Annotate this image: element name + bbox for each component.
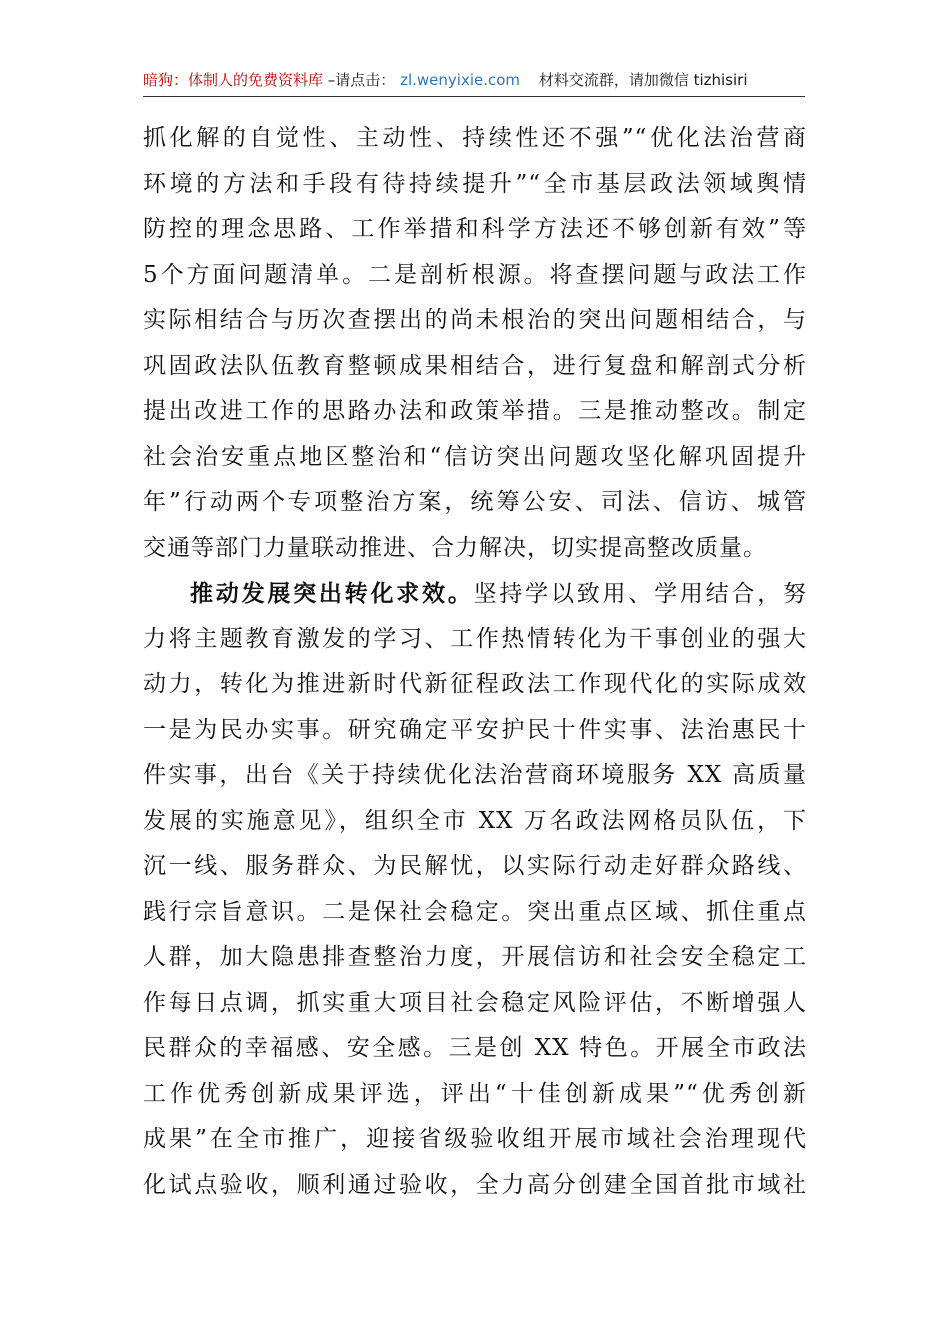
document-body xyxy=(143,116,807,1208)
body-line: 社会治安重点地区整治和“信访突出问题攻坚化解巩固提升 xyxy=(143,443,807,470)
body-line: 人群，加大隐患排查整治力度，开展信访和社会安全稳定工 xyxy=(143,944,807,970)
body-line: 作每日点调，抓实重大项目社会稳定风险评估，不断增强人 xyxy=(143,989,807,1016)
page-header xyxy=(143,66,805,94)
body-line: 工作优秀创新成果评选，评出“十佳创新成果”“优秀创新 xyxy=(143,1080,807,1107)
paragraph-heading: 推动发展突出转化求效。 xyxy=(190,580,474,607)
body-line: 提出改进工作的思路办法和政策举措。三是推动整改。制定 xyxy=(143,398,807,424)
body-line: 抓化解的自觉性、主动性、持续性还不强”“优化法治营商 xyxy=(143,125,807,151)
paragraph-first-line-text: 坚持学以致用、学用结合，努 xyxy=(473,581,808,607)
body-line: 力将主题教育激发的学习、工作热情转化为干事创业的强大 xyxy=(143,625,807,652)
body-line: 发展的实施意见》，组织全市 XX 万名政法网格员队伍，下 xyxy=(143,807,807,834)
body-line: 民群众的幸福感、安全感。三是创 XX 特色。开展全市政法 xyxy=(143,1035,807,1061)
body-line: 环境的方法和手段有待持续提升”“全市基层政法领域舆情 xyxy=(143,170,807,197)
header-click-prompt: –请点击： xyxy=(327,71,396,89)
body-line: 防控的理念思路、工作举措和科学方法还不够创新有效”等 xyxy=(143,216,807,242)
body-line: 成果”在全市推广，迎接省级验收组开展市域社会治理现代 xyxy=(143,1126,807,1152)
body-line: 践行宗旨意识。二是保社会稳定。突出重点区域、抓住重点 xyxy=(143,898,807,925)
body-line: 巩固政法队伍教育整顿成果相结合，进行复盘和解剖式分析 xyxy=(143,352,807,379)
header-brand: 暗狗：体制人的免费资料库 xyxy=(143,71,324,89)
header-group-note: 材料交流群，请加微信 tizhisiri xyxy=(538,71,748,89)
body-line: 交通等部门力量联动推进、合力解决，切实提高整改质量。 xyxy=(143,534,767,561)
body-line: 实际相结合与历次查摆出的尚未根治的突出问题相结合，与 xyxy=(143,307,807,333)
body-line: 年”行动两个专项整治方案，统筹公安、司法、信访、城管 xyxy=(143,489,807,515)
header-divider xyxy=(143,96,805,97)
body-line: 一是为民办实事。研究确定平安护民十件实事、法治惠民十 xyxy=(143,716,807,743)
body-line: 化试点验收，顺利通过验收，全力高分创建全国首批市域社 xyxy=(143,1171,807,1198)
paragraph-first-line xyxy=(143,571,807,617)
header-link[interactable]: zl.wenyixie.com xyxy=(400,71,521,89)
body-line: 沉一线、服务群众、为民解忧，以实际行动走好群众路线、 xyxy=(143,853,807,879)
body-line: 件实事，出台《关于持续优化法治营商环境服务 XX 高质量 xyxy=(143,762,807,788)
body-line: 5个方面问题清单。二是剖析根源。将查摆问题与政法工作 xyxy=(143,261,807,288)
body-line: 动力，转化为推进新时代新征程政法工作现代化的实际成效 xyxy=(143,671,807,697)
